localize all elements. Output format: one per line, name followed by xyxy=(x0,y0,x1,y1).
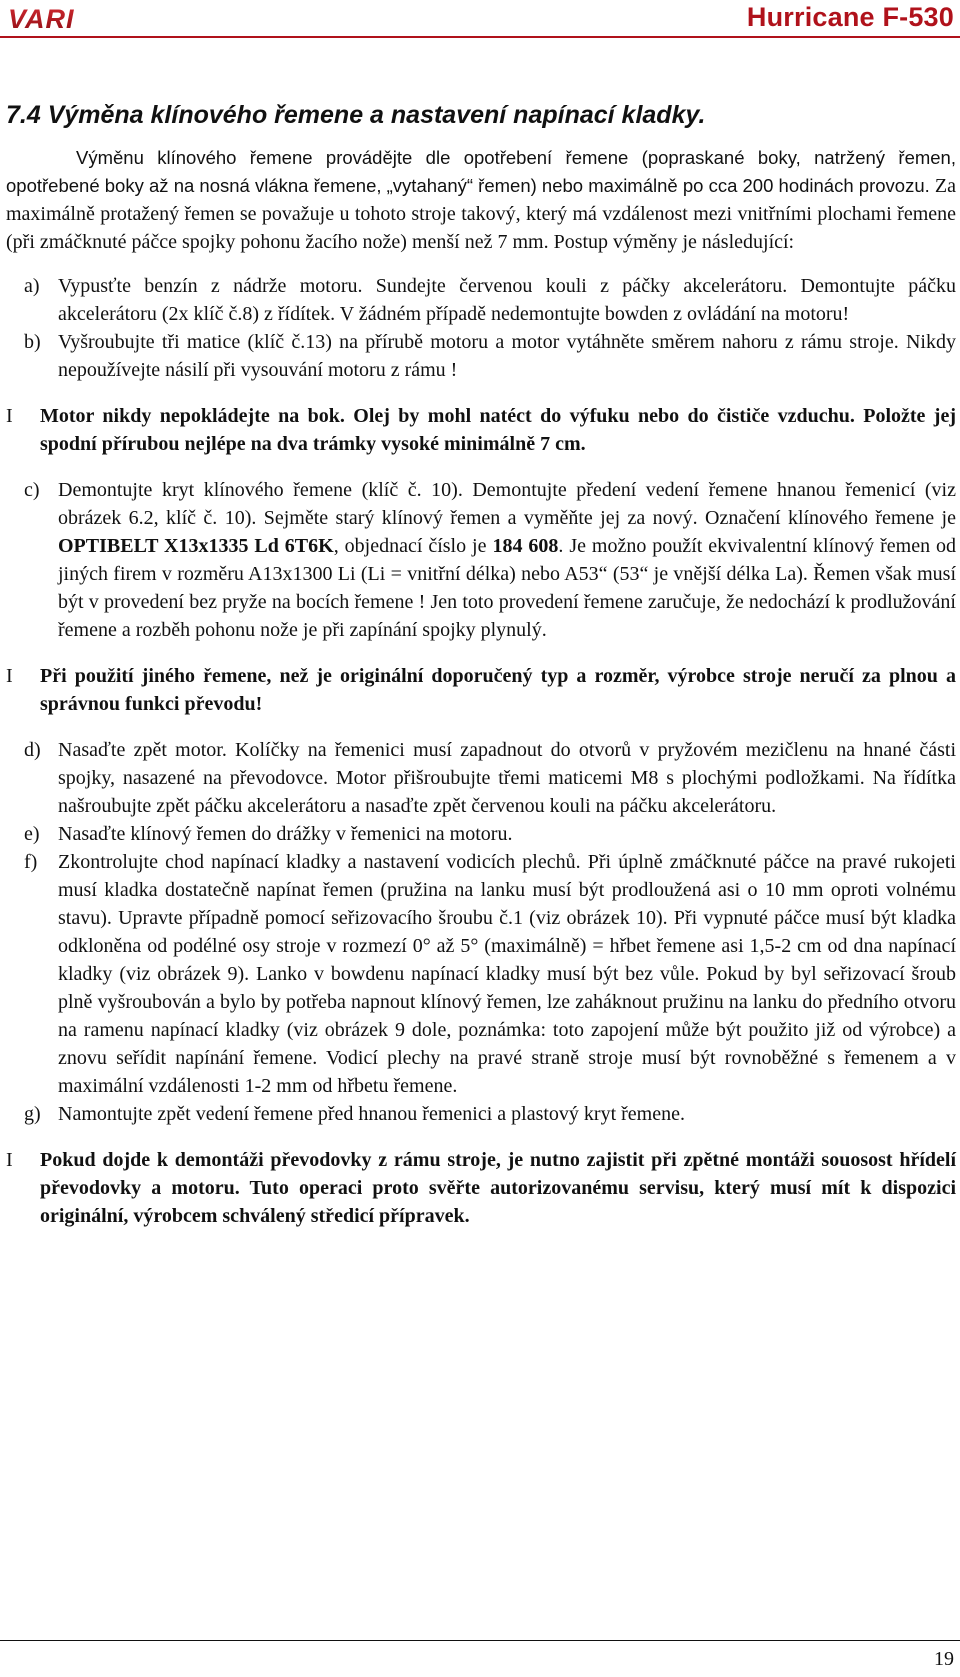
footer-rule xyxy=(0,1640,960,1641)
warning-engine-text: Motor nikdy nepokládejte na bok. Olej by mohl natéct do výfuku nebo do čističe vzduchu. Položte jej spodní přírubou nejlépe na dva trámky vysoké minimálně 7 cm. xyxy=(40,405,956,455)
warning-icon: I xyxy=(6,405,13,427)
warning-gearbox xyxy=(6,1146,956,1230)
step-c-label: c) xyxy=(24,479,40,501)
step-a xyxy=(6,272,956,328)
warning-icon: I xyxy=(6,1149,13,1171)
step-g xyxy=(6,1100,956,1128)
step-c xyxy=(6,476,956,644)
warning-engine xyxy=(6,402,956,458)
step-b-label: b) xyxy=(24,331,41,353)
step-f xyxy=(6,848,956,1100)
step-d-label: d) xyxy=(24,739,41,761)
order-number: 184 608 xyxy=(492,535,559,557)
page-content xyxy=(6,144,956,1248)
intro-paragraph xyxy=(6,144,956,256)
step-g-label: g) xyxy=(24,1103,41,1125)
step-c-text-3: . Je možno použít ekvivalentní klínový řemen od jiných firem v rozměru A13x1300 Li (Li = vnitřní délka) nebo A53“ (53“ je vnější délka La). Řemen však musí být v provedení bez pryže na bocích řemene ! Jen toto provedení řemene zaručuje, že nedochází k prodlužování řemene a rozběh pohonu nože je při zapínání spojky plynulý. xyxy=(58,535,957,641)
step-c-text xyxy=(58,476,956,644)
warning-icon: I xyxy=(6,665,13,687)
page-header xyxy=(0,0,960,40)
step-f-text: Zkontrolujte chod napínací kladky a nastavení vodicích plechů. Při úplně zmáčknuté páčce na pravé rukojeti musí kladka dostatečně napínat řemen (pružina na lanku musí být prodloužená asi o 10 mm oproti volnému stavu). Upravte případně pomocí seřizovacího šroubu č.1 (viz obrázek 10). Při vypnuté páčce musí být kladka odkloněna od podélné osy stroje v rozmezí 0° až 5° (maximálně) = hřbet řemene asi 1,5-2 cm od dna napínací kladky (viz obrázek 9). Lanko v bowdenu napínací kladky musí být bez vůle. Pokud by byl seřizovací šroub plně vyšroubován a bylo by potřeba napnout klínový řemen, lze zaháknout pružinu na lanku do předního otvoru na ramenu napínací kladky (viz obrázek 9 dole, poznámka: toto zapojení může být použito již od výrobce) a znovu seřídit napínání řemene. Vodicí plechy na pravé straně stroje musí být rovnoběžné s řemenem a v maximální vzdálenosti 1-2 mm od hřbetu řemene. xyxy=(58,851,956,1097)
warning-belt xyxy=(6,662,956,718)
intro-part-1: Výměnu klínového řemene provádějte dle opotřebení řemene (popraskané boky, natržený řemen, opotřebené boky až na nosná vlákna řemene, „vytahaný“ řemen) nebo maximálně po cca 200 hodinách provozu. xyxy=(6,147,956,196)
page-number: 19 xyxy=(934,1648,954,1670)
svg-text:VARI: VARI xyxy=(8,6,75,32)
warning-gearbox-text: Pokud dojde k demontáži převodovky z rámu stroje, je nutno zajistit při zpětné montáži souosost hřídelí převodovky a motoru. Tuto operaci proto svěřte autorizovanému servisu, který musí mít k dispozici originální, výrobcem schválený středicí přípravek. xyxy=(40,1149,956,1227)
step-b-text: Vyšroubujte tři matice (klíč č.13) na přírubě motoru a motor vytáhněte směrem nahoru z rámu stroje. Nikdy nepoužívejte násilí při vysouvání motoru z rámu ! xyxy=(58,331,956,381)
step-e-text: Nasaďte klínový řemen do drážky v řemenici na motoru. xyxy=(58,823,513,845)
steps-list-1 xyxy=(6,272,956,384)
warning-belt-text: Při použití jiného řemene, než je originální doporučený typ a rozměr, výrobce stroje neručí za plnou a správnou funkci převodu! xyxy=(40,665,956,715)
step-a-text: Vypusťte benzín z nádrže motoru. Sundejte červenou kouli z páčky akcelerátoru. Demontujte páčku akcelerátoru (2x klíč č.8) z řídítek. V žádném případě nedemontujte bowden z ovládání na motoru! xyxy=(58,275,956,325)
document-title: Hurricane F-530 xyxy=(746,2,954,32)
step-f-label: f) xyxy=(24,851,38,873)
step-d xyxy=(6,736,956,820)
belt-code: OPTIBELT X13x1335 Ld 6T6K xyxy=(58,535,334,557)
step-c-text-2: , objednací číslo je xyxy=(333,535,493,557)
step-c-text-1: Demontujte kryt klínového řemene (klíč č. 10). Demontujte předení vedení řemene hnanou řemenicí (viz obrázek 6.2, klíč č. 10). Sejměte starý klínový řemen a vyměňte jej za nový. Označení klínového řemene je xyxy=(58,479,956,529)
step-g-text: Namontujte zpět vedení řemene před hnanou řemenici a plastový kryt řemene. xyxy=(58,1103,685,1125)
vari-logo xyxy=(6,6,136,32)
step-b xyxy=(6,328,956,384)
section-title: 7.4 Výměna klínového řemene a nastavení napínací kladky. xyxy=(6,101,706,129)
step-a-label: a) xyxy=(24,275,40,297)
step-e-label: e) xyxy=(24,823,40,845)
header-rule xyxy=(0,36,960,38)
intro-part-2: Za maximálně protažený řemen se považuje u tohoto stroje takový, který má vzdálenost mezi vnitřními plochami řemene (při zmáčknuté páčce spojky pohonu žacího nože) menší než 7 mm. Postup výměny je následující: xyxy=(6,175,956,253)
step-d-text: Nasaďte zpět motor. Kolíčky na řemenici musí zapadnout do otvorů v pryžovém mezičlenu na hnané části spojky, nasazené na převodovce. Motor přišroubujte třemi maticemi M8 s plochými podložkami. Na řídítka našroubujte zpět páčku akcelerátoru a nasaďte zpět červenou kouli na páčku akcelerátoru. xyxy=(58,739,956,817)
steps-list-2 xyxy=(6,736,956,1128)
step-e xyxy=(6,820,956,848)
